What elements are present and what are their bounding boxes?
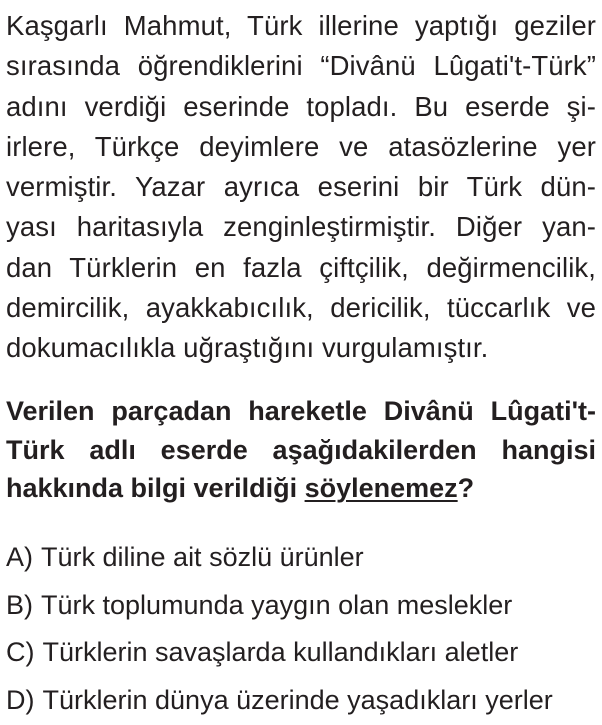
option-letter: B) (6, 589, 33, 620)
option-b[interactable] (6, 582, 596, 630)
question-line-prefix: hakkında bilgi verildiği (6, 473, 305, 503)
option-letter: C) (6, 637, 35, 667)
passage-line: dokumacılıkla uğraştığını vurgulamıştır. (6, 332, 489, 364)
question-mark: ? (457, 473, 475, 503)
passage-line: irlere, Türkçe deyimlere ve atasözlerine yer (6, 130, 596, 162)
answer-options (6, 534, 596, 724)
emphasized-keyword: söylenemez (304, 473, 458, 503)
reading-passage (6, 6, 596, 369)
passage-line: yası haritasıyla zenginleştirmiştir. Diğer yan- (6, 211, 596, 243)
option-d[interactable] (6, 677, 596, 725)
option-text: Türk toplumunda yaygın olan meslekler (41, 589, 513, 620)
question-stem (6, 392, 596, 508)
passage-line: adını verdiği eserinde topladı. Bu eserde şi- (6, 90, 596, 122)
option-text: Türklerin savaşlarda kullandıkları aletler (42, 637, 519, 667)
question-line: Verilen parçadan hareketle Divânü Lûgati't- (6, 396, 596, 426)
passage-line: Kaşgarlı Mahmut, Türk illerine yaptığı geziler (6, 10, 596, 41)
question-line: Türk adlı eserde aşağıdakilerden hangisi (6, 434, 596, 465)
option-a[interactable] (6, 534, 596, 582)
passage-line: sırasında öğrendiklerini “Divânü Lûgati't-Türk” (6, 50, 596, 82)
option-c[interactable] (6, 629, 596, 677)
option-letter: D) (6, 684, 35, 715)
option-text: Türk diline ait sözlü ürünler (41, 542, 364, 572)
passage-line: demircilik, ayakkabıcılık, dericilik, tüccarlık ve (6, 292, 596, 324)
passage-line: vermiştir. Yazar ayrıca eserini bir Türk dün- (6, 171, 596, 203)
option-letter: A) (6, 542, 33, 572)
passage-line: dan Türklerin en fazla çiftçilik, değirmencilik, (6, 251, 596, 283)
question-line (6, 469, 596, 508)
option-text: Türklerin dünya üzerinde yaşadıkları yerler (42, 684, 553, 715)
